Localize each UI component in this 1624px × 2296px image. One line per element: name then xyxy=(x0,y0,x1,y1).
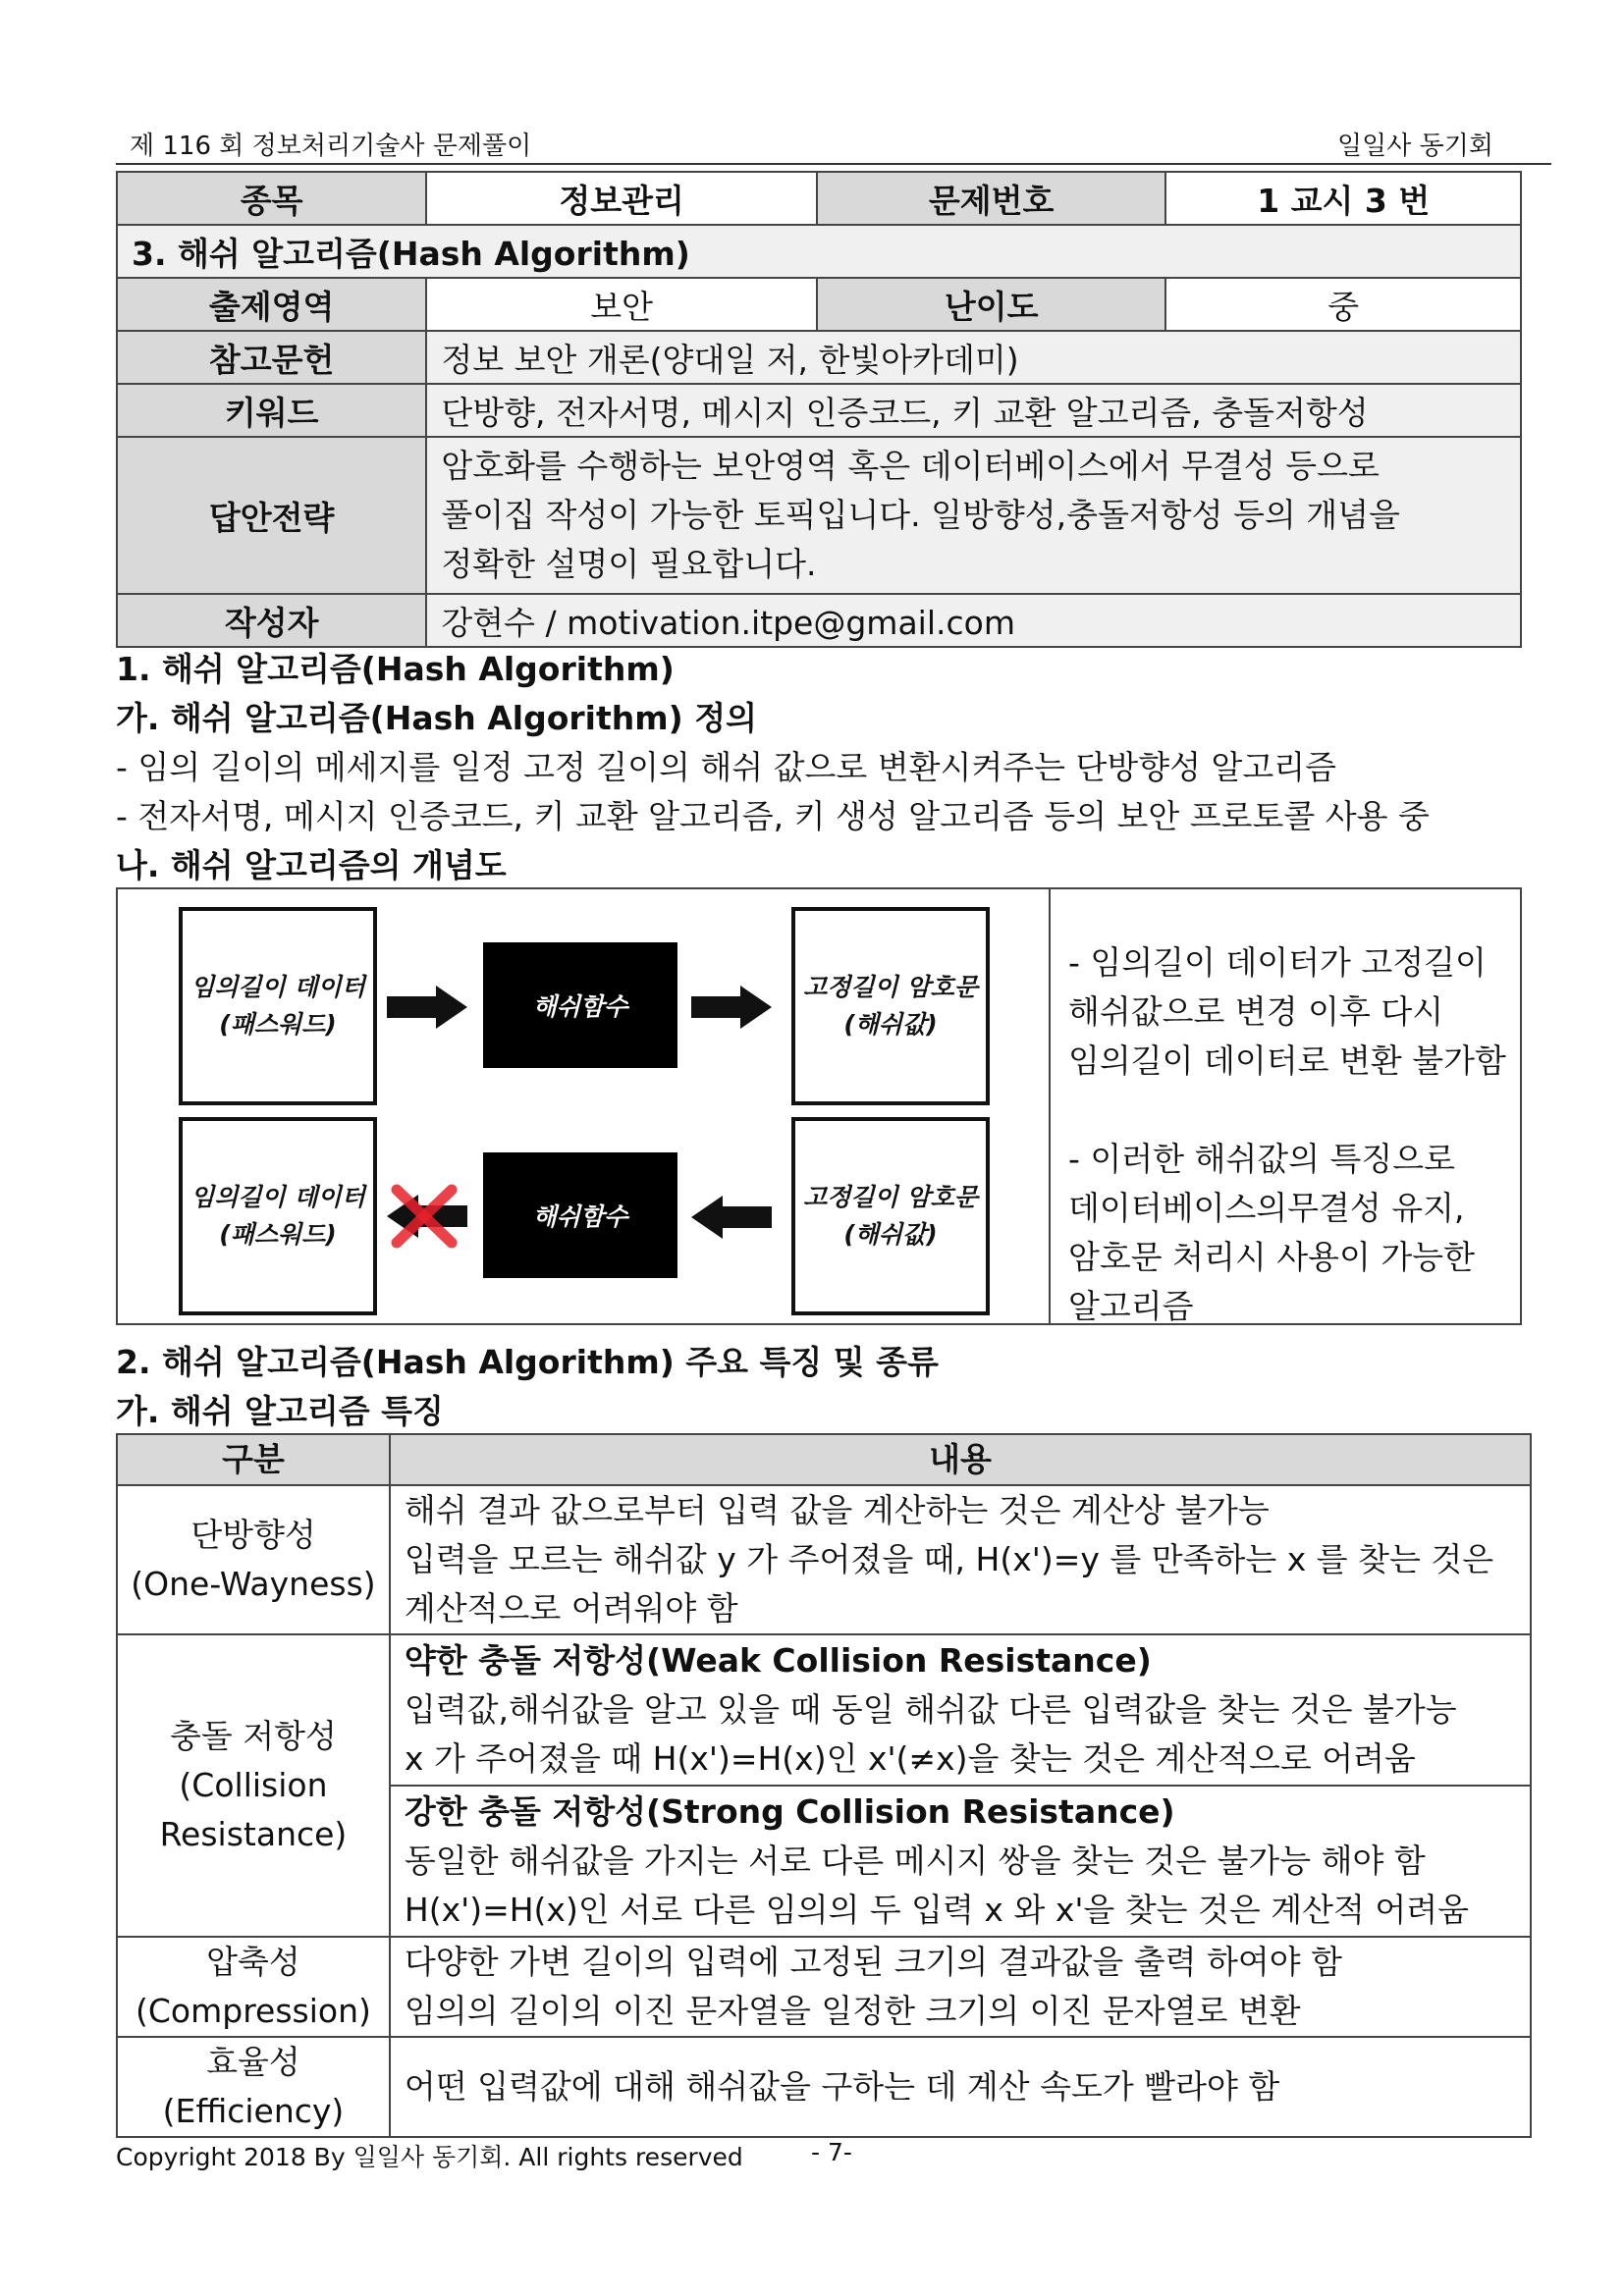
diagram-divider xyxy=(1049,889,1051,1323)
reference-label: 참고문헌 xyxy=(117,331,426,384)
input-data-box xyxy=(179,1117,377,1315)
content-line: 동일한 해쉬값을 가지는 서로 다른 메시지 쌍을 찾는 것은 불가능 해야 함 xyxy=(404,1842,1426,1880)
difficulty-label: 난이도 xyxy=(817,278,1166,331)
feature-name-efficiency xyxy=(117,2037,390,2137)
content-line: 다양한 가변 길이의 입력에 고정된 크기의 결과값을 출력 하여야 함 xyxy=(404,1943,1343,1981)
fixed-cipher-box xyxy=(791,1117,990,1315)
blocked-left-arrow-icon xyxy=(387,1184,467,1249)
feature-name-en: (Collision xyxy=(179,1766,328,1804)
feature-name-en: (Efficiency) xyxy=(162,2092,345,2130)
feature-name-collision xyxy=(117,1634,390,1937)
subject-value: 정보관리 xyxy=(426,172,817,225)
input-data-label: 임의길이 데이터 xyxy=(190,973,365,1001)
feature-name-oneway xyxy=(117,1485,390,1634)
feature-content-weak-collision xyxy=(390,1634,1531,1786)
page-number: - 7- xyxy=(811,2138,852,2166)
fixed-cipher-sub: (해쉬값) xyxy=(843,1010,938,1039)
input-data-box xyxy=(179,907,377,1105)
table-row xyxy=(117,2037,1531,2137)
hash-concept-diagram xyxy=(116,887,1522,1325)
question-title: 3. 해쉬 알고리즘(Hash Algorithm) xyxy=(117,225,1521,278)
feature-name: 단방향성 xyxy=(190,1516,316,1554)
keyword-label: 키워드 xyxy=(117,384,426,437)
definition-line: - 임의 길이의 메세지를 일정 고정 길이의 해쉬 값으로 변환시켜주는 단방향성 알고리즘 xyxy=(116,748,1337,786)
section1-heading: 1. 해쉬 알고리즘(Hash Algorithm) xyxy=(116,650,675,688)
description-line: 해쉬값으로 변경 이후 다시 xyxy=(1068,992,1444,1031)
reference-value: 정보 보안 개론(양대일 저, 한빛아카데미) xyxy=(426,331,1521,384)
content-line: 어떤 입력값에 대해 해쉬값을 구하는 데 계산 속도가 빨라야 함 xyxy=(404,2067,1280,2106)
header-rule xyxy=(116,163,1551,165)
feature-name-compression xyxy=(117,1937,390,2037)
strategy-line: 정확한 설명이 필요합니다. xyxy=(441,545,817,583)
keyword-value: 단방향, 전자서명, 메시지 인증코드, 키 교환 알고리즘, 충돌저항성 xyxy=(426,384,1521,437)
section1-sub-b: 나. 해쉬 알고리즘의 개념도 xyxy=(116,846,507,884)
col-header-category: 구분 xyxy=(117,1434,390,1485)
definition-line: - 전자서명, 메시지 인증코드, 키 교환 알고리즘, 키 생성 알고리즘 등의 보안 프로토콜 사용 중 xyxy=(116,797,1430,835)
weak-collision-title: 약한 충돌 저항성(Weak Collision Resistance) xyxy=(404,1641,1152,1680)
content-line: 입력을 모르는 해쉬값 y 가 주어졌을 때, H(x')=y 를 만족하는 x 를 찾는 것은 xyxy=(404,1540,1494,1578)
table-row xyxy=(117,1634,1531,1786)
input-data-sub: (패스워드) xyxy=(219,1220,337,1249)
hash-function-box: 해쉬함수 xyxy=(483,942,677,1068)
strategy-line: 암호화를 수행하는 보안영역 혹은 데이터베이스에서 무결성 등으로 xyxy=(441,447,1380,485)
feature-name: 압축성 xyxy=(206,1943,300,1981)
description-line: 알고리즘 xyxy=(1068,1287,1194,1325)
feature-name: 효율성 xyxy=(206,2043,300,2081)
description-line: 임의길이 데이터로 변환 불가함 xyxy=(1068,1041,1506,1080)
input-data-label: 임의길이 데이터 xyxy=(190,1183,365,1211)
author-value: 강현수 / motivation.itpe@gmail.com xyxy=(426,594,1521,647)
hash-function-box: 해쉬함수 xyxy=(483,1152,677,1278)
strong-collision-title: 강한 충돌 저항성(Strong Collision Resistance) xyxy=(404,1792,1175,1831)
description-line: - 이러한 해쉬값의 특징으로 xyxy=(1068,1140,1456,1178)
strategy-line: 풀이집 작성이 가능한 토픽입니다. 일방향성,충돌저항성 등의 개념을 xyxy=(441,496,1400,534)
strategy-label: 답안전략 xyxy=(117,437,426,594)
left-arrow-icon xyxy=(691,1196,772,1239)
section2-heading: 2. 해쉬 알고리즘(Hash Algorithm) 주요 특징 및 종류 xyxy=(116,1343,939,1381)
question-no-value: 1 교시 3 번 xyxy=(1165,172,1521,225)
fixed-cipher-label: 고정길이 암호문 xyxy=(803,1183,978,1211)
feature-content-strong-collision xyxy=(390,1786,1531,1937)
description-spacer xyxy=(1068,1086,1520,1135)
feature-content-oneway xyxy=(390,1485,1531,1634)
question-no-label: 문제번호 xyxy=(817,172,1166,225)
table-row xyxy=(117,1485,1531,1634)
strategy-value xyxy=(426,437,1521,594)
right-arrow-icon xyxy=(691,986,772,1029)
author-label: 작성자 xyxy=(117,594,426,647)
feature-name-en: (Compression) xyxy=(135,1992,371,2030)
content-line: 해쉬 결과 값으로부터 입력 값을 계산하는 것은 계산상 불가능 xyxy=(404,1491,1270,1529)
feature-content-compression xyxy=(390,1937,1531,2037)
feature-name-en: (One-Wayness) xyxy=(131,1565,376,1603)
fixed-cipher-box xyxy=(791,907,990,1105)
content-line: 임의의 길이의 이진 문자열을 일정한 크기의 이진 문자열로 변환 xyxy=(404,1992,1301,2030)
feature-name-en: Resistance) xyxy=(159,1815,348,1853)
fixed-cipher-sub: (해쉬값) xyxy=(843,1220,938,1249)
doc-header-org: 일일사 동기회 xyxy=(1337,132,1493,161)
doc-header-title: 제 116 회 정보처리기술사 문제풀이 xyxy=(130,132,532,161)
fixed-cipher-label: 고정길이 암호문 xyxy=(803,973,978,1001)
table-row xyxy=(117,1937,1531,2037)
content-line: H(x')=H(x)인 서로 다른 임의의 두 입력 x 와 x'을 찾는 것은 계산적 어려움 xyxy=(404,1891,1470,1929)
description-line: - 임의길이 데이터가 고정길이 xyxy=(1068,943,1487,982)
col-header-content: 내용 xyxy=(390,1434,1531,1485)
feature-name: 충돌 저항성 xyxy=(170,1717,337,1755)
difficulty-value: 중 xyxy=(1165,278,1521,331)
content-line: x 가 주어졌을 때 H(x')=H(x)인 x'(≠x)을 찾는 것은 계산적으로 어려움 xyxy=(404,1739,1416,1778)
footer-copyright: Copyright 2018 By 일일사 동기회. All rights reserved xyxy=(116,2143,743,2171)
section2-sub-a: 가. 해쉬 알고리즘 특징 xyxy=(116,1392,444,1430)
area-value: 보안 xyxy=(426,278,817,331)
area-label: 출제영역 xyxy=(117,278,426,331)
input-data-sub: (패스워드) xyxy=(219,1010,337,1039)
diagram-description xyxy=(1068,938,1520,1331)
subject-label: 종목 xyxy=(117,172,426,225)
right-arrow-icon xyxy=(387,986,467,1029)
section1-sub-a: 가. 해쉬 알고리즘(Hash Algorithm) 정의 xyxy=(116,699,757,737)
content-line: 계산적으로 어려워야 함 xyxy=(404,1589,738,1628)
info-table xyxy=(116,171,1522,648)
feature-content-efficiency xyxy=(390,2037,1531,2137)
content-line: 입력값,해쉬값을 알고 있을 때 동일 해쉬값 다른 입력값을 찾는 것은 불가능 xyxy=(404,1690,1457,1729)
description-line: 암호문 처리시 사용이 가능한 xyxy=(1068,1238,1476,1276)
description-line: 데이터베이스의무결성 유지, xyxy=(1068,1189,1465,1227)
features-table xyxy=(116,1433,1532,2138)
